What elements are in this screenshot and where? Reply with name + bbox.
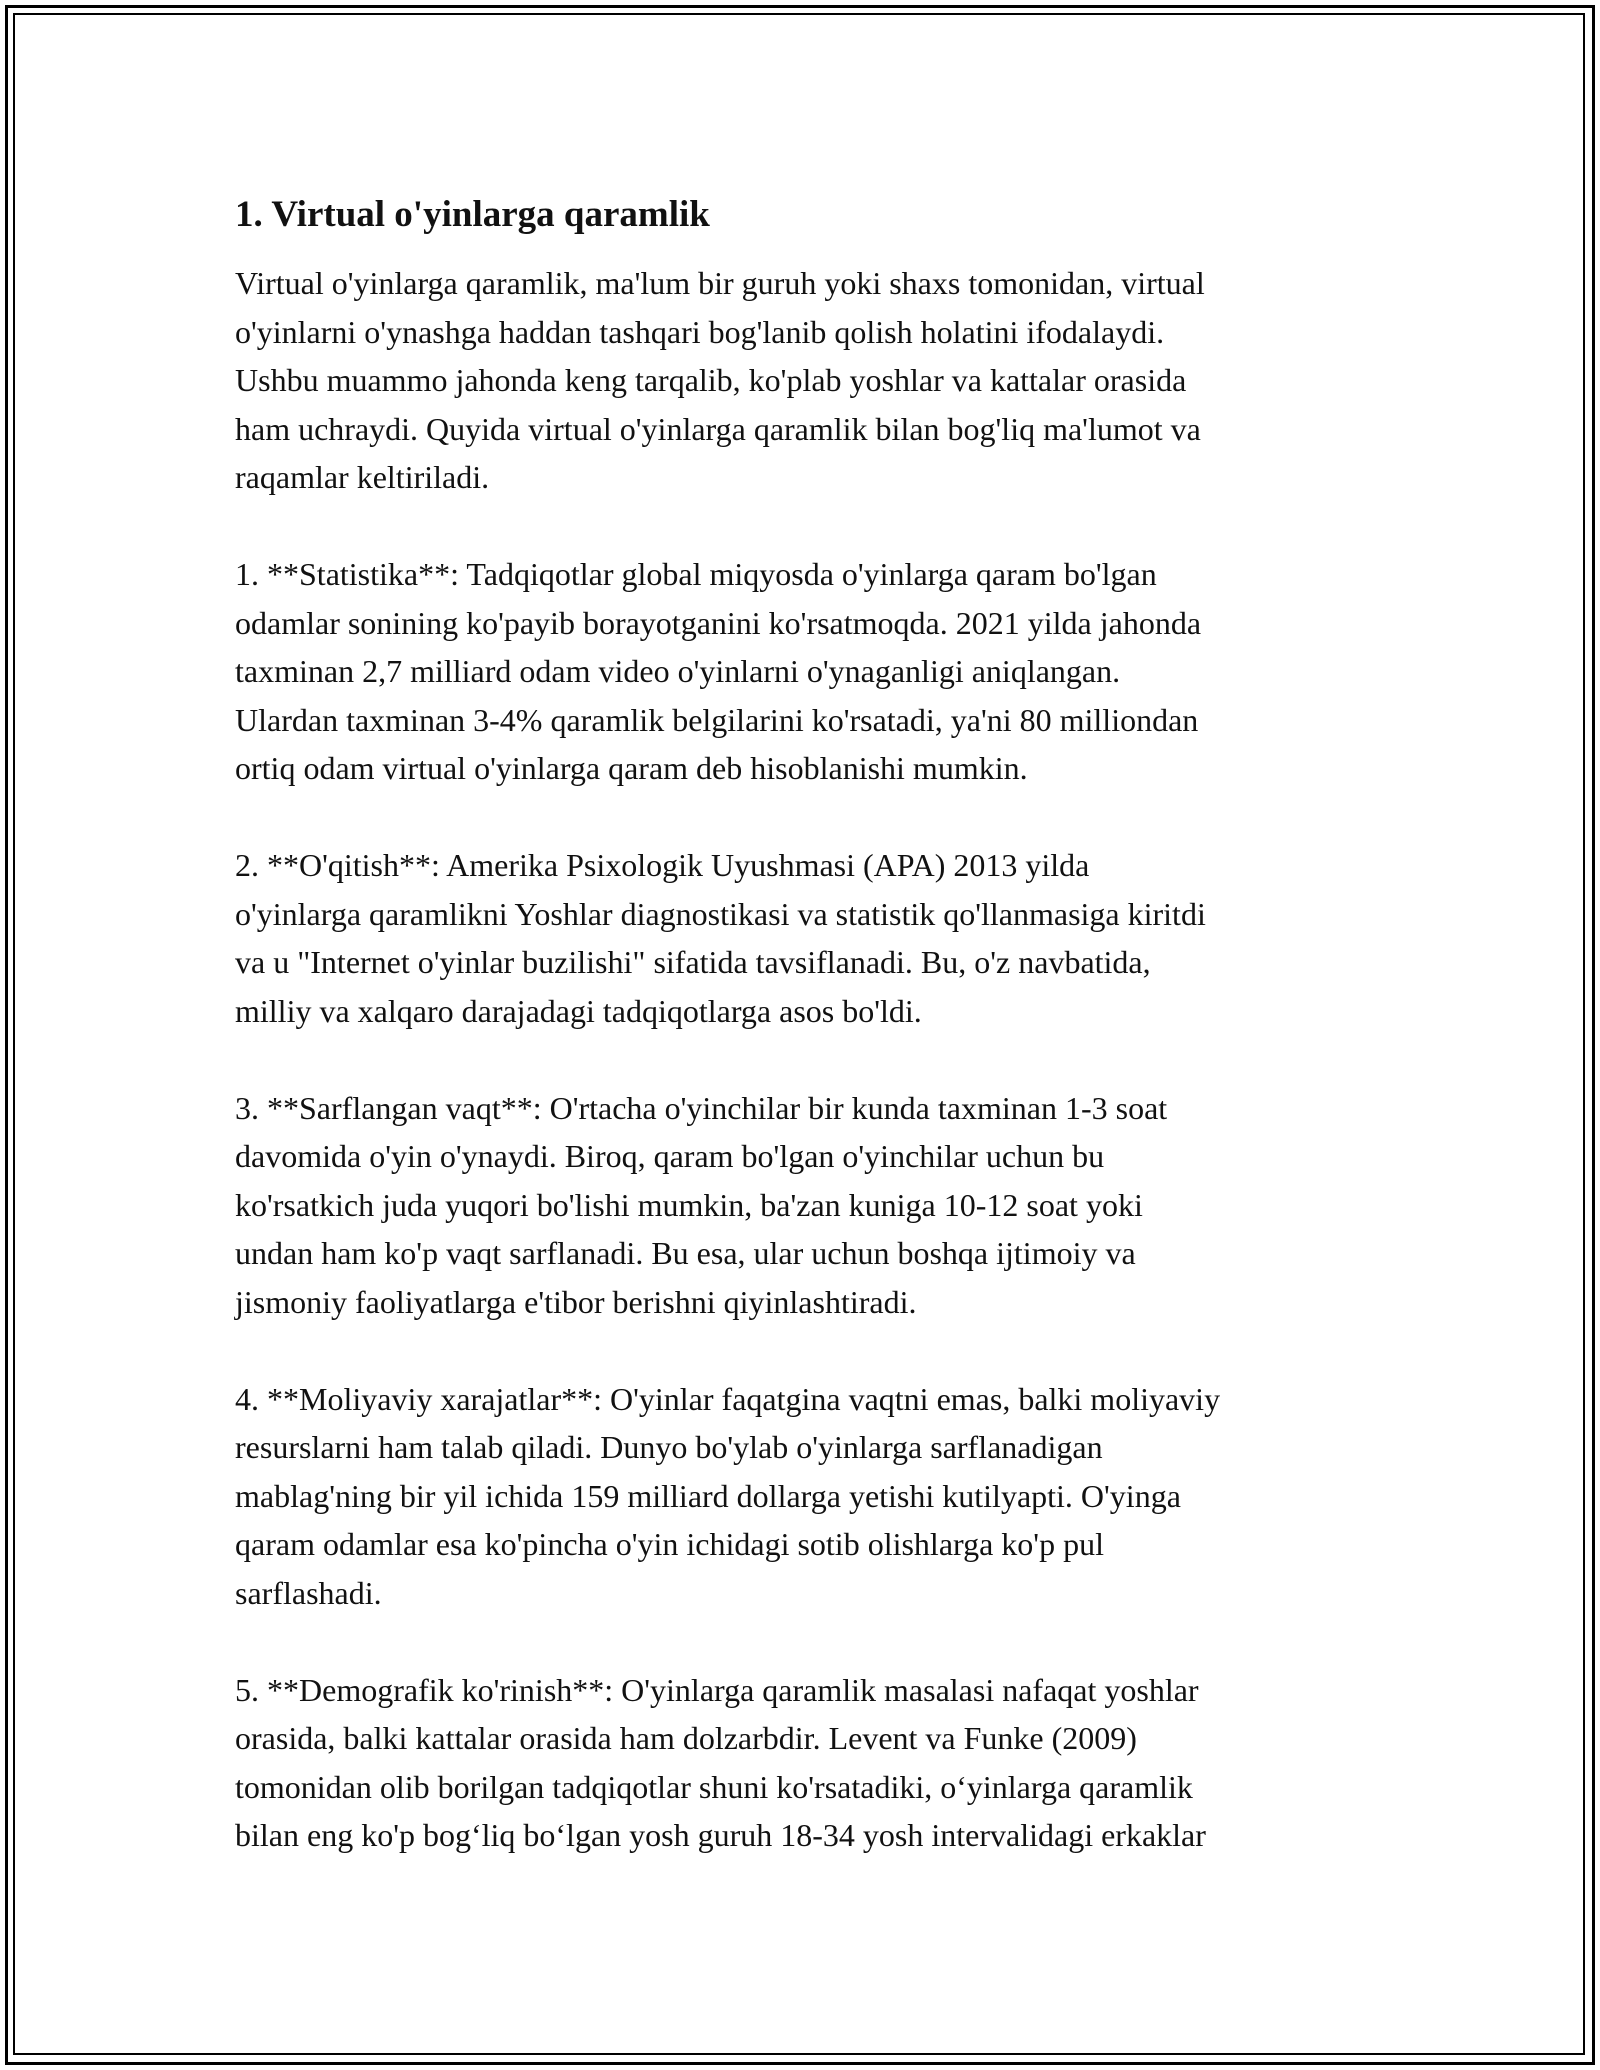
text-line: 3. **Sarflangan vaqt**: O'rtacha o'yinchilar bir kunda taxminan 1-3 soat xyxy=(235,1089,1168,1126)
text-line: va u "Internet o'yinlar buzilishi" sifatida tavsiflanadi. Bu, o'z navbatida, xyxy=(235,944,1151,980)
text-line: tomonidan olib borilgan tadqiqotlar shuni ko'rsatadiki, o‘yinlarga qaramlik xyxy=(235,1768,1193,1805)
text-line: odamlar sonining ko'payib borayotganini ko'rsatmoqda. 2021 yilda jahonda xyxy=(235,604,1202,641)
text-line: davomida o'yin o'ynaydi. Biroq, qaram bo'lgan o'yinchilar uchun bu xyxy=(235,1138,1105,1174)
text-line: 5. **Demografik ko'rinish**: O'yinlarga qaramlik masalasi nafaqat yoshlar xyxy=(235,1671,1199,1708)
text-line: orasida, balki kattalar orasida ham dolzarbdir. Levent va Funke (2009) xyxy=(235,1720,1137,1756)
text-line: milliy va xalqaro darajadagi tadqiqotlarga asos bo'ldi. xyxy=(235,992,922,1029)
text-line: ham uchraydi. Quyida virtual o'yinlarga qaramlik bilan bog'liq ma'lumot va xyxy=(235,410,1201,447)
text-line: ortiq odam virtual o'yinlarga qaram deb hisoblanishi mumkin. xyxy=(235,750,1028,786)
section-title: 1. Virtual o'yinlarga qaramlik xyxy=(235,194,710,235)
text-line: sarflashadi. xyxy=(235,1574,382,1611)
text-line: bilan eng ko'p bog‘liq bo‘lgan yosh guruh 18-34 yosh intervalidagi erkaklar xyxy=(235,1817,1206,1853)
text-line: qaram odamlar esa ko'pincha o'yin ichidagi sotib olishlarga ko'p pul xyxy=(235,1526,1104,1562)
teaching-paragraph xyxy=(235,841,1375,1035)
text-line: Ushbu muammo jahonda keng tarqalib, ko'plab yoshlar va kattalar orasida xyxy=(235,362,1187,398)
financial-paragraph xyxy=(235,1375,1375,1618)
text-line: undan ham ko'p vaqt sarflanadi. Bu esa, ular uchun boshqa ijtimoiy va xyxy=(235,1235,1136,1271)
time-spent-paragraph xyxy=(235,1084,1375,1327)
text-line: o'yinlarga qaramlikni Yoshlar diagnostikasi va statistik qo'llanmasiga kiritdi xyxy=(235,895,1206,932)
text-line: ko'rsatkich juda yuqori bo'lishi mumkin, ba'zan kuniga 10-12 soat yoki xyxy=(235,1186,1143,1223)
text-line: taxminan 2,7 milliard odam video o'yinlarni o'ynaganligi aniqlangan. xyxy=(235,653,1121,689)
intro-paragraph xyxy=(235,259,1375,502)
text-line: o'yinlarni o'ynashga haddan tashqari bog'lanib qolish holatini ifodalaydi. xyxy=(235,313,1165,350)
document-body xyxy=(235,185,1375,1908)
statistics-paragraph xyxy=(235,550,1375,793)
demographic-paragraph xyxy=(235,1666,1375,1860)
text-line: resurslarni ham talab qiladi. Dunyo bo'ylab o'yinlarga sarflanadigan xyxy=(235,1429,1103,1465)
text-line: raqamlar keltiriladi. xyxy=(235,459,490,495)
text-line: jismoniy faoliyatlarga e'tibor berishni qiyinlashtiradi. xyxy=(235,1283,917,1320)
text-line: Ulardan taxminan 3-4% qaramlik belgilarini ko'rsatadi, ya'ni 80 milliondan xyxy=(235,701,1199,738)
text-line: 4. **Moliyaviy xarajatlar**: O'yinlar faqatgina vaqtni emas, balki moliyaviy xyxy=(235,1380,1221,1417)
text-line: 1. **Statistika**: Tadqiqotlar global miqyosda o'yinlarga qaram bo'lgan xyxy=(235,556,1157,592)
text-line: mablag'ning bir yil ichida 159 milliard dollarga yetishi kutilyapti. O'yinga xyxy=(235,1477,1181,1514)
text-line: 2. **O'qitish**: Amerika Psixologik Uyushmasi (APA) 2013 yilda xyxy=(235,847,1090,883)
text-line: Virtual o'yinlarga qaramlik, ma'lum bir guruh yoki shaxs tomonidan, virtual xyxy=(235,265,1205,301)
